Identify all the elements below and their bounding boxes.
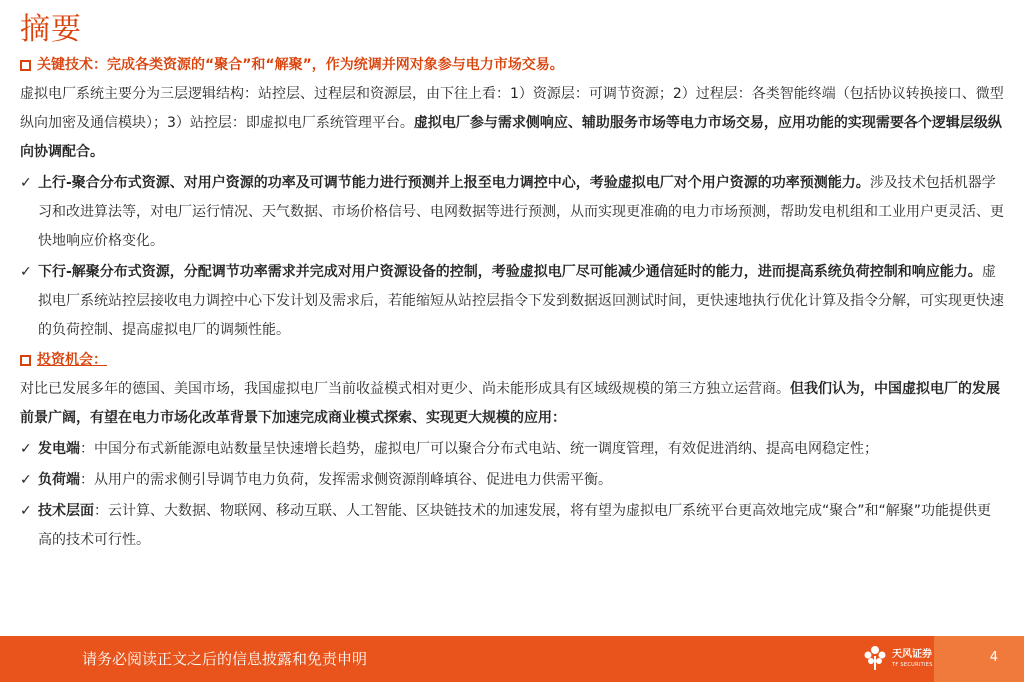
list-item-generation: [20, 435, 1004, 464]
list-item-text: [38, 258, 1004, 345]
section-heading-investment: [20, 347, 1004, 373]
checkmark-icon: ✓: [20, 264, 32, 280]
summary-content: [20, 52, 1004, 555]
paragraph-structure: [20, 80, 1004, 167]
list-item-emphasis: 负荷端: [38, 472, 80, 488]
paragraph-text: 虚拟电厂系统主要分为三层逻辑结构：站控层、过程层和资源层，由下往上看：1）资源层：可调节资源；2）过程层：各类智能终端（包括协议转换接口、微型纵向加密及通信模块）；3）站控层：即虚拟电厂系统管理平台。: [20, 86, 1004, 131]
logo-wordmark: [892, 648, 933, 669]
paragraph-investment: [20, 375, 1004, 433]
list-item-text: [38, 466, 1004, 495]
list-item-body: ：中国分布式新能源电站数量呈快速增长趋势，虚拟电厂可以聚合分布式电站、统一调度管理，有效促进消纳、提高电网稳定性；: [80, 441, 878, 457]
list-item-text: [38, 435, 1004, 464]
list-item-downstream: [20, 258, 1004, 345]
checkmark-icon: ✓: [20, 175, 32, 191]
paragraph-emphasis: 虚拟电厂参与需求侧响应、辅助服务市场等电力市场交易，应用功能的实现需要各个逻辑层级纵向协调配合。: [20, 115, 1002, 160]
list-item-body: 涉及技术包括机器学习和改进算法等，对电厂运行情况、天气数据、市场价格信号、电网数据等进行预测，从而实现更准确的电力市场预测，帮助发电机组和工业用户更灵活、更快地响应价格变化。: [38, 175, 1004, 249]
footer-bar: [0, 636, 1024, 682]
checkmark-icon: ✓: [20, 503, 32, 519]
list-item-body: ：云计算、大数据、物联网、移动互联、人工智能、区块链技术的加速发展，将有望为虚拟电厂系统平台更高效地完成“聚合”和“解聚”功能提供更高的技术可行性。: [38, 503, 992, 548]
paragraph-text: 对比已发展多年的德国、美国市场，我国虚拟电厂当前收益模式相对更少、尚未能形成具有区域级规模的第三方独立运营商。: [20, 381, 790, 397]
list-item-text: [38, 497, 1004, 555]
square-bullet-icon: [20, 355, 31, 366]
footer-accent-block: [934, 636, 1024, 682]
list-item-load: [20, 466, 1004, 495]
paragraph-emphasis: 但我们认为，中国虚拟电厂的发展前景广阔，有望在电力市场化改革背景下加速完成商业模式探索、实现更大规模的应用：: [20, 381, 1000, 426]
checkmark-icon: ✓: [20, 472, 32, 488]
list-item-emphasis: 技术层面: [38, 503, 94, 519]
list-item-body: 虚拟电厂系统站控层接收电力调控中心下发计划及需求后，若能缩短从站控层指令下发到数据返回测试时间，更快速地执行优化计算及指令分解，可实现更快速的负荷控制、提高虚拟电厂的调频性能。: [38, 264, 1004, 338]
disclaimer-text: 请务必阅读正文之后的信息披露和免责申明: [82, 650, 368, 668]
square-bullet-icon: [20, 60, 31, 71]
page-number: 4: [989, 650, 998, 665]
logo-name-cn: 天风证券: [892, 648, 932, 660]
list-item-body: ：从用户的需求侧引导调节电力负荷，发挥需求侧资源削峰填谷、促进电力供需平衡。: [80, 472, 612, 488]
logo-name-en: TF SECURITIES: [892, 661, 933, 668]
list-item-emphasis: 上行-聚合分布式资源、对用户资源的功率及可调节能力进行预测并上报至电力调控中心，考验虚拟电厂对个用户资源的功率预测能力。: [38, 175, 870, 191]
list-item-text: [38, 169, 1004, 256]
page-title: 摘要: [20, 12, 82, 47]
checkmark-icon: ✓: [20, 441, 32, 457]
section-heading-text: 关键技术：完成各类资源的“聚合”和“解聚”，作为统调并网对象参与电力市场交易。: [37, 56, 564, 73]
list-item-technology: [20, 497, 1004, 555]
section-heading-text: 投资机会：: [37, 351, 107, 368]
flower-logo-icon: [862, 644, 888, 672]
section-heading-key-tech: [20, 52, 1004, 78]
company-logo: [862, 644, 933, 672]
list-item-upstream: [20, 169, 1004, 256]
list-item-emphasis: 发电端: [38, 441, 80, 457]
list-item-emphasis: 下行-解聚分布式资源，分配调节功率需求并完成对用户资源设备的控制，考验虚拟电厂尽可能减少通信延时的能力，进而提高系统负荷控制和响应能力。: [38, 264, 982, 280]
